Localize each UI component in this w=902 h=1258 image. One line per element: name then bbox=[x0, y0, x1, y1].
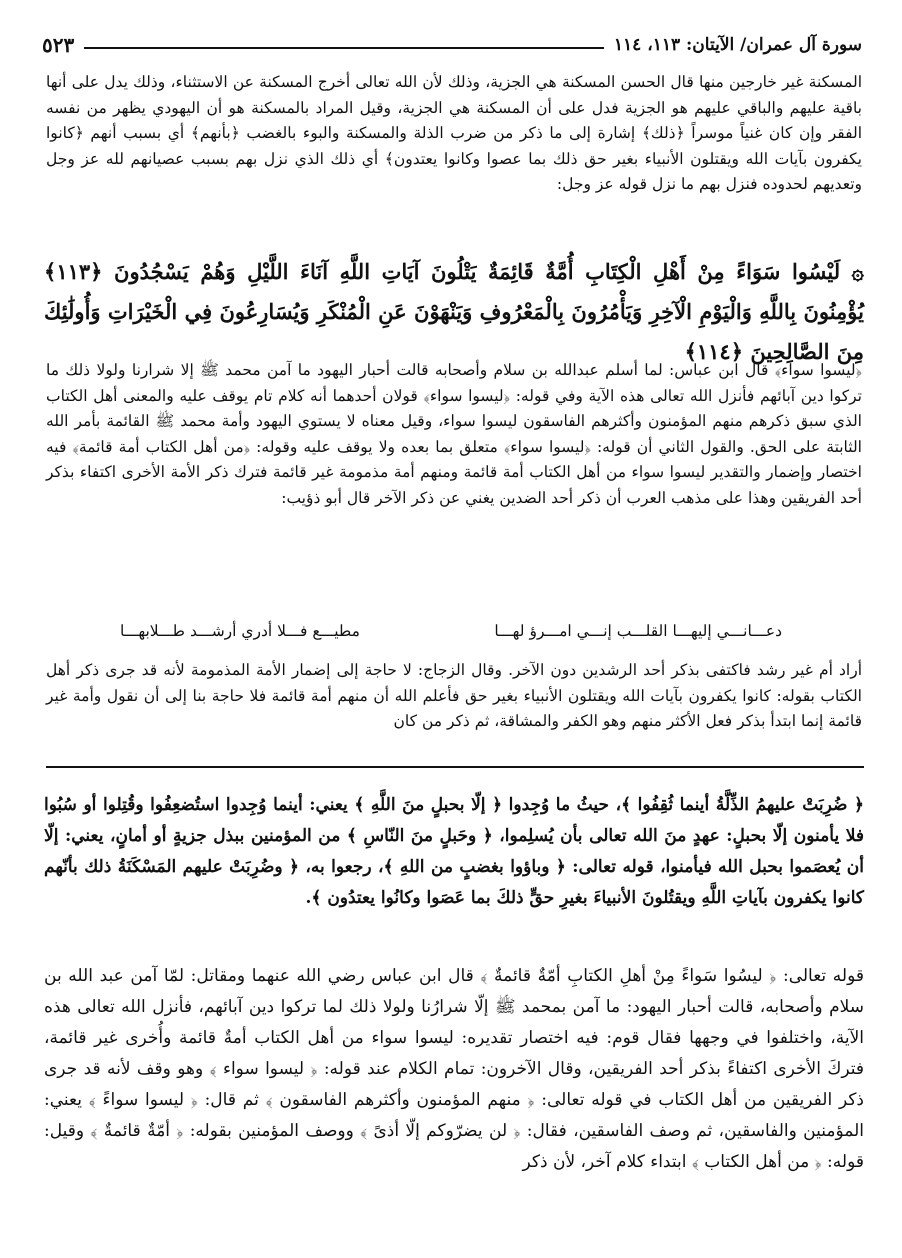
commentary-paragraph-2: ﴿ليسوا سواء﴾ قال ابن عباس: لما أسلم عبدالله بن سلام وأصحابه قالت أحبار اليهود ما آمن محمد ﷺ إلا شرارنا ولولا ذلك ما تركوا دين آبائهم فأنزل الله تعالى هذه الآية وفي قوله: ﴿ليسوا سواء﴾ قولان أحدهما أنه كلام تام يوقف عليه والمعنى أهل الكتاب الذي سبق ذكرهم منهم المؤمنون وأكثرهم الفاسقون ليسوا سواء، وقيل معناه لا يستوي اليهود وأمة محمد ﷺ القائمة بأمر الله الثابتة على الحق. والقول الثاني أن قوله: ﴿ليسوا سواء﴾ متعلق بما بعده ولا يوقف عليه وقوله: ﴿من أهل الكتاب أمة قائمة﴾ فيه اختصار وإضمار والتقدير ليسوا سواء من أهل الكتاب أمة قائمة ومنهم أمة مذمومة غير قائمة فترك ذكر الأمة الأخرى اكتفاء بذكر أحد الفريقين وهذا على مذهب العرب أن ذكر أحد الضدين يغني عن ذكر الآخر قال أبو ذؤيب: bbox=[46, 361, 862, 507]
poem-second-hemistich: مطيـــع فـــلا أدري أرشـــد طـــلابهـــا bbox=[120, 622, 360, 640]
page-header bbox=[42, 30, 862, 60]
commentary-paragraph-3: أراد أم غير رشد فاكتفى بذكر أحد الرشدين دون الآخر. وقال الزجاج: لا حاجة إلى إضمار الأمة المذمومة لأنه قد جرى ذكر أهل الكتاب بقوله: كانوا يكفرون بآيات الله ويقتلون الأنبياء بغير حق فأعلم الله أن منهم أمة قائمة فلا حاجة بنا إلى أن نقول وأمة غير قائمة إنما ابتدأ بذكر فعل الأكثر منهم وهو الكفر والمشاقة، ثم ذكر من كان bbox=[46, 661, 862, 730]
page-number: ٥٢٣ bbox=[42, 33, 75, 57]
quran-verses: ۞ لَيْسُوا سَوَاءً مِنْ أَهْلِ الْكِتَابِ أُمَّةٌ قَائِمَةٌ يَتْلُونَ آيَاتِ اللَّهِ آنَاءَ اللَّيْلِ وَهُمْ يَسْجُدُونَ ﴿١١٣﴾ يُؤْمِنُونَ بِاللَّهِ وَالْيَوْمِ الْآخِرِ وَيَأْمُرُونَ بِالْمَعْرُوفِ وَيَنْهَوْنَ عَنِ الْمُنْكَرِ وَيُسَارِعُونَ فِي الْخَيْرَاتِ وَأُولَٰئِكَ مِنَ الصَّالِحِينَ ﴿١١٤﴾ bbox=[44, 259, 864, 364]
commentary-paragraph-1: المسكنة غير خارجين منها قال الحسن المسكنة هي الجزية، وذلك لأن الله تعالى أخرج المسكنة عن الاستثناء، وذلك يدل على أنها باقية عليهم والباقي عليهم هو الجزية فدل على أن المسكنة هي الجزية، وقيل المراد بالمسكنة هو أن اليهودي يظهر من نفسه الفقر وإن كان غنياً موسراً ﴿ذلك﴾ إشارة إلى ما ذكر من ضرب الذلة والمسكنة والبوء بالغضب ﴿بأنهم﴾ أي بسبب أنهم ﴿كانوا يكفرون بآيات الله ويقتلون الأنبياء بغير حق ذلك بما عصوا وكانوا يعتدون﴾ أي ذلك الذي نزل بهم بسبب عصيانهم لله عز وجل وتعديهم لحدوده فنزل بهم ما نزل قوله عز وجل: bbox=[46, 73, 862, 193]
poetry-verse bbox=[120, 622, 782, 648]
running-title: سورة آل عمران/ الآيتان: ١١٣، ١١٤ bbox=[613, 35, 862, 55]
poem-first-hemistich: دعـــانـــي إليهـــا القلـــب إنـــي امـــرؤ لهـــا bbox=[494, 622, 782, 640]
header-rule bbox=[84, 47, 604, 49]
footnote-paragraph-1: ﴿ ضُرِبَتْ عليهمُ الذِّلَّةُ أينما ثُقِفُوا ﴾، حيثُ ما وُجِدوا ﴿ إلّا بحبلٍ منَ اللَّهِ ﴾ يعني: أينما وُجِدوا استُضعِفُوا وقُتِلوا أو سُبُوا فلا يأمنون إلّا بحبلٍ: عهدٍ منَ الله تعالى بأن يُسلِموا، ﴿ وحَبلٍ منَ النّاسِ ﴾ من المؤمنين ببذل جزيةٍ أو أمانٍ، يعني: إلّا أن يُعصَموا بحبل الله فيأمنوا، قوله تعالى: ﴿ وباؤوا بغضبٍ من اللهِ ﴾، رجعوا به، ﴿ وضُرِبَتْ عليهم المَسْكَنَةُ ذلك بأنّهم كانوا يكفرون بآياتِ اللَّهِ ويقتُلونَ الأنبياءَ بغيرِ حقٍّ ذلكَ بما عَصَوا وكانُوا يعتدُون ﴾. bbox=[44, 795, 865, 908]
footnote-paragraph-2: قوله تعالى: ﴿ ليسُوا سَواءً مِنْ أهلِ الكتابِ أمّةٌ قائمةٌ ﴾ قال ابن عباس رضي الله عنهما ومقاتل: لمّا آمن عبد الله بن سلام وأصحابه، قالت أحبار اليهود: ما آمن بمحمد ﷺ إلّا شرارُنا ولولا ذلك لما تركوا دين آبائهم، فأنزل الله تعالى هذه الآية، واختلفوا في وجهها فقال قوم: فيه اختصار تقديره: ليسوا سواء من أهل الكتاب أمةٌ قائمة وأُخرى غير قائمة، فتركَ الأخرى اكتفاءً بذكر أحد الفريقين، وقال الآخرون: تمام الكلام عند قوله: ﴿ ليسوا سواء ﴾ وهو وقف لأنه قد جرى ذكر الفريقين من أهل الكتاب في قوله تعالى: ﴿ منهم المؤمنون وأكثرهم الفاسقون ﴾ ثم قال: ﴿ ليسوا سواءً ﴾ يعني: المؤمنين والفاسقين، ثم وصف الفاسقين، فقال: ﴿ لن يضرّوكم إلّا أذىً ﴾ ووصف المؤمنين بقوله: ﴿ أمّةٌ قائمةٌ ﴾ وقيل: قوله: ﴿ من أهل الكتاب ﴾ ابتداء كلام آخر، لأن ذكر bbox=[44, 966, 864, 1172]
footnote-divider bbox=[46, 766, 864, 768]
